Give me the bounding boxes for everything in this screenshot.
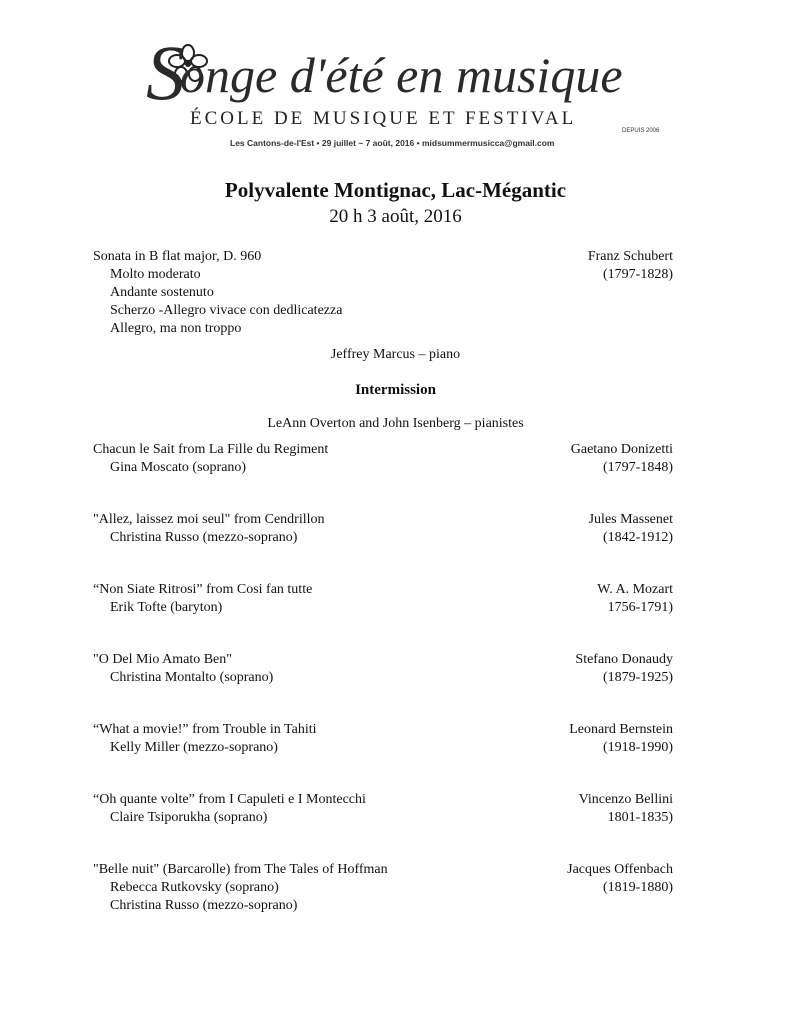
- sonata-composer: Franz Schubert: [587, 249, 673, 264]
- movement: Allegro, ma non troppo: [110, 321, 242, 336]
- festival-logo: [146, 29, 666, 152]
- piece-singer: Christina Russo (mezzo-soprano): [110, 898, 298, 913]
- piece-years: 1756-1791): [607, 600, 673, 615]
- piece-composer: Gaetano Donizetti: [570, 442, 673, 457]
- sonata-performer: Jeffrey Marcus – piano: [330, 347, 461, 362]
- movement: Scherzo -Allegro vivace con dedlicatezza: [110, 303, 343, 318]
- logo-initial: S: [146, 29, 185, 116]
- piece-composer: Stefano Donaudy: [575, 652, 673, 667]
- piece-years: (1797-1848): [603, 460, 673, 475]
- piece-title: Chacun le Sait from La Fille du Regiment: [93, 442, 329, 457]
- piece-composer: Leonard Bernstein: [569, 722, 673, 737]
- piece-years: (1879-1925): [603, 670, 673, 685]
- logo-title: onge d'été en musique: [180, 47, 623, 103]
- pianists-credit: LeAnn Overton and John Isenberg – pianistes: [267, 416, 524, 431]
- logo-since: DEPUIS 2006: [622, 128, 660, 134]
- piece-years: (1819-1880): [603, 880, 673, 895]
- piece-years: (1842-1912): [603, 530, 673, 545]
- piece-composer: Jules Massenet: [588, 512, 673, 527]
- piece-title: “What a movie!” from Trouble in Tahiti: [93, 722, 317, 737]
- piece-singer: Gina Moscato (soprano): [110, 460, 247, 475]
- piece-singer: Kelly Miller (mezzo-soprano): [110, 740, 278, 755]
- movement: Molto moderato: [110, 267, 201, 282]
- piece-title: "Allez, laissez moi seul" from Cendrillon: [93, 512, 325, 527]
- piece-title: "O Del Mio Amato Ben": [93, 652, 232, 667]
- piece-title: “Non Siate Ritrosi” from Cosi fan tutte: [93, 582, 313, 597]
- logo-subtitle: ÉCOLE DE MUSIQUE ET FESTIVAL: [190, 108, 577, 129]
- piece-composer: Jacques Offenbach: [567, 862, 673, 877]
- venue-title: Polyvalente Montignac, Lac-Mégantic: [224, 178, 567, 202]
- piece-title: "Belle nuit" (Barcarolle) from The Tales of Hoffman: [93, 862, 388, 877]
- movement: Andante sostenuto: [110, 285, 214, 300]
- piece-composer: W. A. Mozart: [597, 582, 673, 597]
- piece-singer: Christina Montalto (soprano): [110, 670, 274, 685]
- piece-years: 1801-1835): [607, 810, 673, 825]
- piece-singer: Rebecca Rutkovsky (soprano): [110, 880, 279, 895]
- intermission-heading: Intermission: [355, 382, 436, 398]
- sonata-years: (1797-1828): [603, 267, 673, 282]
- logo-contact-line: Les Cantons-de-l'Est • 29 juillet ~ 7 août, 2016 • midsummermusicca@gmail.com: [230, 138, 555, 148]
- piece-singer: Claire Tsiporukha (soprano): [110, 810, 268, 825]
- piece-singer: Erik Tofte (baryton): [110, 600, 223, 615]
- piece-title: “Oh quante volte” from I Capuleti e I Montecchi: [93, 792, 366, 807]
- piece-singer: Christina Russo (mezzo-soprano): [110, 530, 298, 545]
- concert-date: 20 h 3 août, 2016: [329, 206, 462, 227]
- sonata-title: Sonata in B flat major, D. 960: [93, 249, 262, 264]
- piece-years: (1918-1990): [603, 740, 673, 755]
- piece-composer: Vincenzo Bellini: [578, 792, 673, 807]
